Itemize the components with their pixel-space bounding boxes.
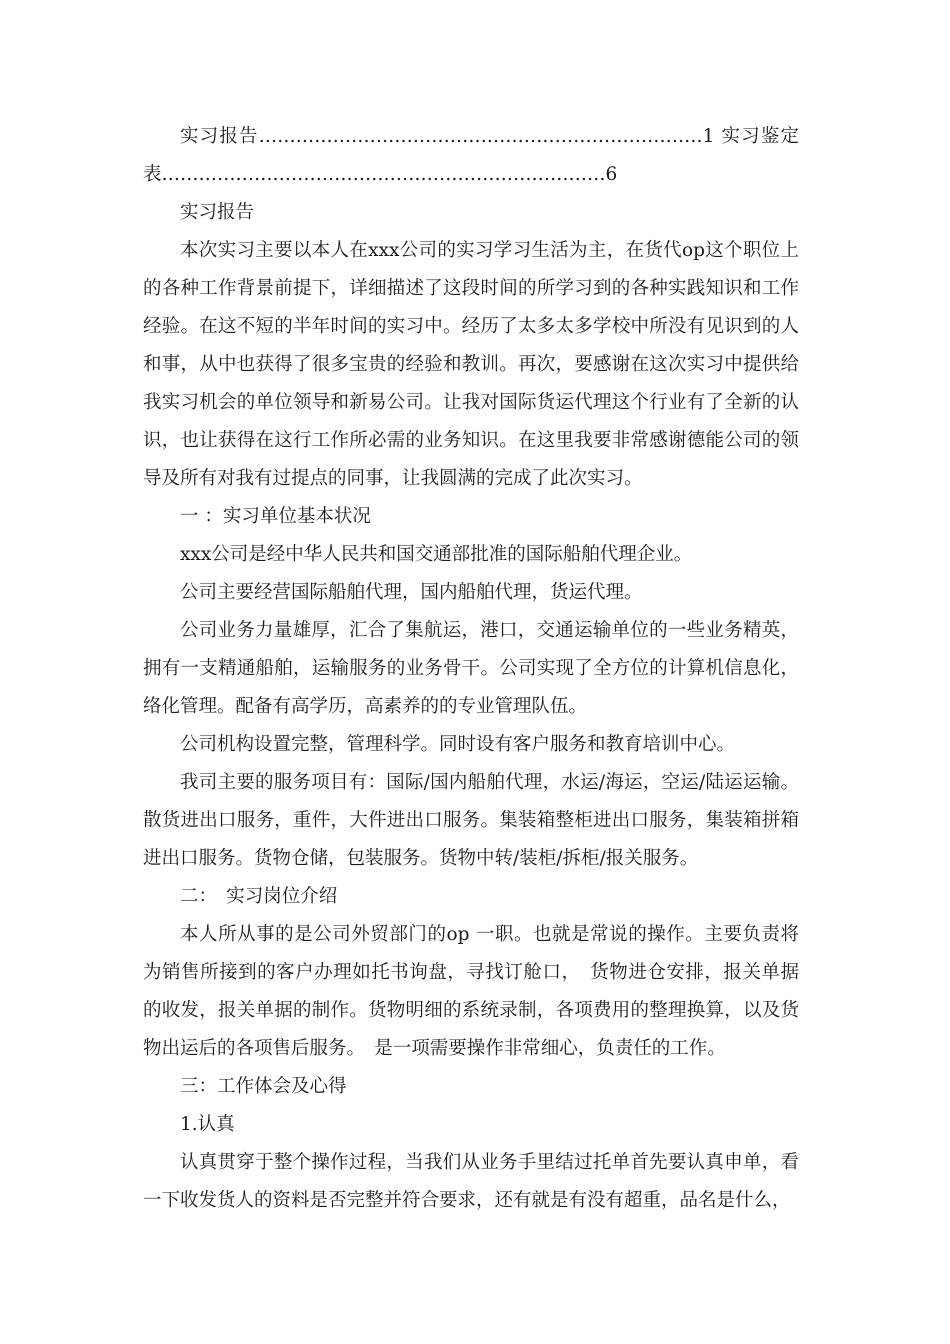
section-3-subheading: 1.认真 xyxy=(180,1114,235,1135)
section-1-paragraph: 公司机构设置完整，管理科学。同时设有客户服务和教育培训中心。 xyxy=(180,734,736,755)
section-1-paragraph: 我司主要的服务项目有：国际/国内船舶代理，水运/海运，空运/陆运运输。散货进出口服务，重件，大件进出口服务。集装箱整柜进出口服务，集装箱拼箱进出口服务。货物仓储，包装服务。货物中转/装柜/拆柜/报关服务。 xyxy=(143,772,799,869)
section-1-paragraph: 公司业务力量雄厚，汇合了集航运，港口，交通运输单位的一些业务精英，拥有一支精通船舶，运输服务的业务骨干。公司实现了全方位的计算机信息化，络化管理。配备有高学历，高素养的的专业管理队伍。 xyxy=(143,620,799,717)
table-of-contents: 实习报告………………………………………………………………1 实习鉴定表………………………………………………………………6 xyxy=(143,126,799,185)
section-1-paragraph: 公司主要经营国际船舶代理，国内船舶代理，货运代理。 xyxy=(180,582,643,603)
section-2-paragraph: 本人所从事的是公司外贸部门的op 一职。也就是常说的操作。主要负责将为销售所接到的客户办理如托书询盘，寻找订舱口， 货物进仓安排，报关单据的收发，报关单据的制作。货物明细的系统录制，各项费用的整理换算，以及货物出运后的各项售后服务。 是一项需要操作非常细心，负责任的工作。 xyxy=(143,924,799,1059)
section-1-paragraph: xxx公司是经中华人民共和国交通部批准的国际船舶代理企业。 xyxy=(180,544,693,565)
report-title: 实习报告 xyxy=(180,202,255,223)
document-body xyxy=(143,118,799,1220)
intro-paragraph: 本次实习主要以本人在xxx公司的实习学习生活为主，在货代op这个职位上的各种工作背景前提下，详细描述了这段时间的所学习到的各种实践知识和工作经验。在这不短的半年时间的实习中。经历了太多太多学校中所没有见识到的人和事，从中也获得了很多宝贵的经验和教训。再次，要感谢在这次实习中提供给我实习机会的单位领导和新易公司。让我对国际货运代理这个行业有了全新的认识，也让获得在这行工作所必需的业务知识。在这里我要非常感谢德能公司的领导及所有对我有过提点的同事，让我圆满的完成了此次实习。 xyxy=(143,240,799,489)
section-2-heading: 二： 实习岗位介绍 xyxy=(180,886,338,907)
section-1-heading: 一 ：实习单位基本状况 xyxy=(180,506,371,527)
section-3-heading: 三：工作体会及心得 xyxy=(180,1076,347,1097)
section-3-paragraph: 认真贯穿于整个操作过程，当我们从业务手里结过托单首先要认真申单，看一下收发货人的资料是否完整并符合要求，还有就是有没有超重，品名是什么， xyxy=(143,1152,799,1211)
